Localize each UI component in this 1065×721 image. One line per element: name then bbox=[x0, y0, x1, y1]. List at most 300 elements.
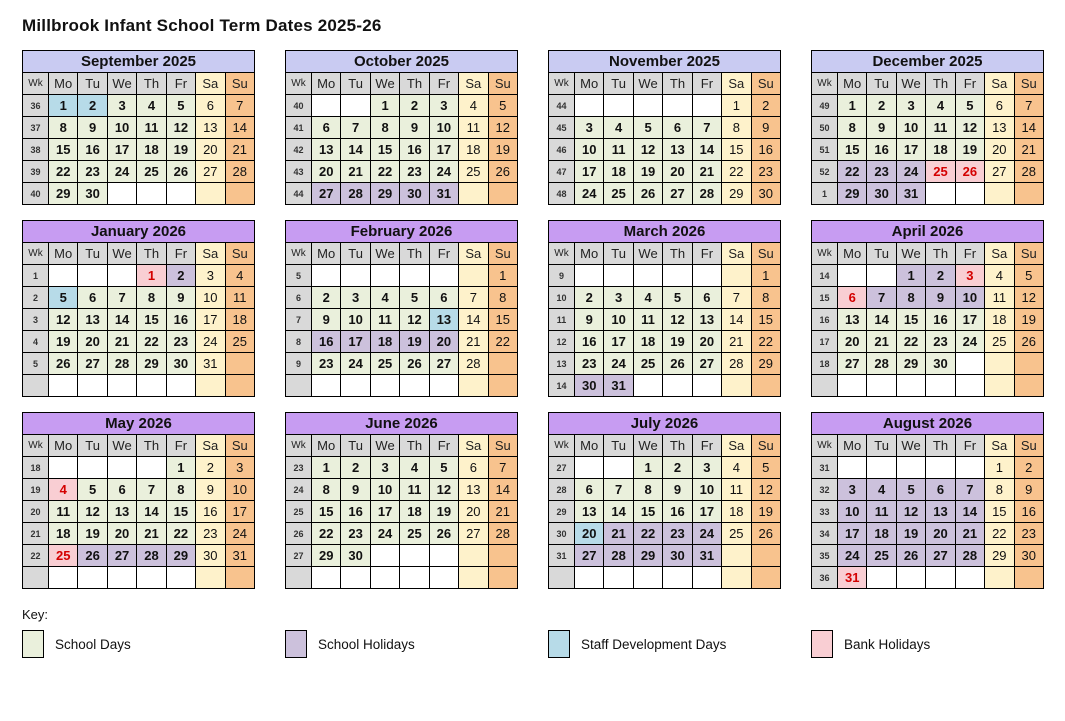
day-cell: 15 bbox=[370, 139, 399, 161]
day-cell: 18 bbox=[926, 139, 955, 161]
day-cell bbox=[838, 375, 867, 397]
day-cell: 10 bbox=[429, 117, 458, 139]
day-cell: 18 bbox=[49, 523, 78, 545]
col-header-su: Su bbox=[1014, 243, 1043, 265]
week-number: 10 bbox=[549, 287, 575, 309]
week-number bbox=[812, 375, 838, 397]
day-cell: 23 bbox=[400, 161, 429, 183]
col-header-su: Su bbox=[225, 73, 254, 95]
week-number: 24 bbox=[286, 479, 312, 501]
day-cell: 29 bbox=[722, 183, 751, 205]
day-cell bbox=[488, 545, 517, 567]
day-cell: 6 bbox=[312, 117, 341, 139]
day-cell: 5 bbox=[166, 95, 195, 117]
day-cell bbox=[312, 375, 341, 397]
col-header-su: Su bbox=[225, 435, 254, 457]
day-cell bbox=[370, 375, 399, 397]
day-cell: 24 bbox=[604, 353, 633, 375]
day-cell bbox=[692, 567, 721, 589]
day-cell: 24 bbox=[838, 545, 867, 567]
day-cell: 30 bbox=[575, 375, 604, 397]
day-cell: 5 bbox=[78, 479, 107, 501]
day-cell: 19 bbox=[896, 523, 925, 545]
day-cell: 20 bbox=[663, 161, 692, 183]
day-cell bbox=[692, 375, 721, 397]
calendar-june-2026 bbox=[285, 412, 518, 589]
day-cell: 23 bbox=[1014, 523, 1043, 545]
day-cell: 17 bbox=[196, 309, 225, 331]
day-cell bbox=[49, 265, 78, 287]
day-cell: 18 bbox=[867, 523, 896, 545]
day-cell: 4 bbox=[459, 95, 488, 117]
day-cell: 13 bbox=[926, 501, 955, 523]
col-header-su: Su bbox=[225, 243, 254, 265]
col-header-wk: Wk bbox=[549, 435, 575, 457]
day-cell: 28 bbox=[225, 161, 254, 183]
day-cell: 21 bbox=[107, 331, 136, 353]
day-cell: 27 bbox=[985, 161, 1014, 183]
day-cell: 9 bbox=[663, 479, 692, 501]
day-cell: 9 bbox=[166, 287, 195, 309]
day-cell: 12 bbox=[78, 501, 107, 523]
day-cell: 29 bbox=[633, 545, 662, 567]
day-cell: 11 bbox=[370, 309, 399, 331]
day-cell bbox=[663, 265, 692, 287]
col-header-wk: Wk bbox=[812, 73, 838, 95]
day-cell: 3 bbox=[196, 265, 225, 287]
day-cell: 1 bbox=[166, 457, 195, 479]
day-cell: 16 bbox=[78, 139, 107, 161]
day-cell: 11 bbox=[137, 117, 166, 139]
day-cell: 9 bbox=[341, 479, 370, 501]
day-cell: 25 bbox=[49, 545, 78, 567]
day-cell: 1 bbox=[49, 95, 78, 117]
day-cell: 22 bbox=[896, 331, 925, 353]
week-number: 27 bbox=[549, 457, 575, 479]
col-header-th: Th bbox=[926, 73, 955, 95]
col-header-su: Su bbox=[1014, 73, 1043, 95]
month-title: February 2026 bbox=[286, 221, 518, 243]
week-number: 3 bbox=[23, 309, 49, 331]
day-cell bbox=[985, 375, 1014, 397]
day-cell: 21 bbox=[137, 523, 166, 545]
col-header-sa: Sa bbox=[985, 243, 1014, 265]
day-cell: 31 bbox=[225, 545, 254, 567]
day-cell bbox=[341, 95, 370, 117]
month-title: January 2026 bbox=[23, 221, 255, 243]
col-header-sa: Sa bbox=[722, 435, 751, 457]
week-number: 32 bbox=[812, 479, 838, 501]
col-header-tu: Tu bbox=[78, 73, 107, 95]
calendar-may-2026 bbox=[22, 412, 255, 589]
day-cell: 11 bbox=[49, 501, 78, 523]
day-cell: 27 bbox=[692, 353, 721, 375]
day-cell bbox=[575, 457, 604, 479]
day-cell: 9 bbox=[751, 117, 780, 139]
day-cell: 24 bbox=[341, 353, 370, 375]
day-cell: 16 bbox=[166, 309, 195, 331]
col-header-mo: Mo bbox=[312, 243, 341, 265]
day-cell: 14 bbox=[1014, 117, 1043, 139]
day-cell: 17 bbox=[575, 161, 604, 183]
day-cell: 12 bbox=[166, 117, 195, 139]
day-cell: 25 bbox=[633, 353, 662, 375]
day-cell: 22 bbox=[722, 161, 751, 183]
week-number: 23 bbox=[286, 457, 312, 479]
day-cell: 13 bbox=[692, 309, 721, 331]
day-cell bbox=[926, 457, 955, 479]
day-cell: 25 bbox=[722, 523, 751, 545]
day-cell: 25 bbox=[400, 523, 429, 545]
key-swatch-icon bbox=[285, 630, 307, 658]
day-cell: 27 bbox=[429, 353, 458, 375]
day-cell: 18 bbox=[225, 309, 254, 331]
week-number: 7 bbox=[286, 309, 312, 331]
day-cell: 29 bbox=[166, 545, 195, 567]
week-number: 5 bbox=[23, 353, 49, 375]
day-cell: 3 bbox=[370, 457, 399, 479]
day-cell bbox=[896, 375, 925, 397]
week-number: 47 bbox=[549, 161, 575, 183]
month-title: August 2026 bbox=[812, 413, 1044, 435]
col-header-sa: Sa bbox=[196, 435, 225, 457]
day-cell: 19 bbox=[751, 501, 780, 523]
day-cell: 21 bbox=[341, 161, 370, 183]
day-cell bbox=[692, 265, 721, 287]
day-cell: 4 bbox=[49, 479, 78, 501]
key-section bbox=[22, 607, 1065, 658]
day-cell: 17 bbox=[429, 139, 458, 161]
day-cell: 29 bbox=[137, 353, 166, 375]
col-header-mo: Mo bbox=[838, 243, 867, 265]
month-title: December 2025 bbox=[812, 51, 1044, 73]
day-cell: 27 bbox=[107, 545, 136, 567]
day-cell: 22 bbox=[137, 331, 166, 353]
day-cell bbox=[370, 265, 399, 287]
day-cell: 21 bbox=[867, 331, 896, 353]
day-cell bbox=[137, 183, 166, 205]
week-number: 44 bbox=[286, 183, 312, 205]
day-cell: 24 bbox=[692, 523, 721, 545]
col-header-mo: Mo bbox=[575, 243, 604, 265]
day-cell: 23 bbox=[196, 523, 225, 545]
day-cell: 9 bbox=[867, 117, 896, 139]
day-cell bbox=[166, 183, 195, 205]
day-cell: 25 bbox=[926, 161, 955, 183]
day-cell: 12 bbox=[488, 117, 517, 139]
day-cell: 8 bbox=[137, 287, 166, 309]
day-cell: 16 bbox=[751, 139, 780, 161]
day-cell bbox=[722, 265, 751, 287]
day-cell: 7 bbox=[955, 479, 984, 501]
col-header-we: We bbox=[633, 73, 662, 95]
day-cell: 14 bbox=[341, 139, 370, 161]
week-number bbox=[286, 375, 312, 397]
day-cell bbox=[838, 457, 867, 479]
day-cell: 13 bbox=[196, 117, 225, 139]
day-cell: 25 bbox=[867, 545, 896, 567]
week-number bbox=[549, 567, 575, 589]
day-cell: 1 bbox=[312, 457, 341, 479]
day-cell: 20 bbox=[429, 331, 458, 353]
col-header-mo: Mo bbox=[575, 435, 604, 457]
day-cell: 24 bbox=[196, 331, 225, 353]
day-cell: 20 bbox=[692, 331, 721, 353]
day-cell: 13 bbox=[575, 501, 604, 523]
week-number: 9 bbox=[549, 265, 575, 287]
col-header-tu: Tu bbox=[341, 435, 370, 457]
day-cell: 10 bbox=[955, 287, 984, 309]
col-header-th: Th bbox=[400, 73, 429, 95]
day-cell: 4 bbox=[722, 457, 751, 479]
day-cell: 4 bbox=[604, 117, 633, 139]
day-cell bbox=[312, 567, 341, 589]
day-cell bbox=[926, 375, 955, 397]
day-cell: 15 bbox=[312, 501, 341, 523]
week-number: 13 bbox=[549, 353, 575, 375]
day-cell: 14 bbox=[955, 501, 984, 523]
week-number: 37 bbox=[23, 117, 49, 139]
day-cell: 17 bbox=[838, 523, 867, 545]
day-cell: 21 bbox=[225, 139, 254, 161]
day-cell: 19 bbox=[1014, 309, 1043, 331]
day-cell: 6 bbox=[838, 287, 867, 309]
col-header-we: We bbox=[370, 243, 399, 265]
day-cell: 19 bbox=[488, 139, 517, 161]
col-header-su: Su bbox=[488, 435, 517, 457]
calendar-march-2026 bbox=[548, 220, 781, 397]
day-cell: 14 bbox=[137, 501, 166, 523]
day-cell: 4 bbox=[926, 95, 955, 117]
col-header-fr: Fr bbox=[166, 435, 195, 457]
day-cell: 5 bbox=[663, 287, 692, 309]
day-cell: 20 bbox=[985, 139, 1014, 161]
day-cell: 14 bbox=[722, 309, 751, 331]
day-cell: 15 bbox=[633, 501, 662, 523]
day-cell: 24 bbox=[429, 161, 458, 183]
day-cell bbox=[722, 545, 751, 567]
day-cell bbox=[196, 183, 225, 205]
day-cell: 28 bbox=[459, 353, 488, 375]
day-cell: 23 bbox=[166, 331, 195, 353]
day-cell: 24 bbox=[225, 523, 254, 545]
day-cell bbox=[488, 183, 517, 205]
week-number: 5 bbox=[286, 265, 312, 287]
day-cell: 22 bbox=[838, 161, 867, 183]
day-cell: 11 bbox=[604, 139, 633, 161]
day-cell bbox=[459, 183, 488, 205]
week-number: 50 bbox=[812, 117, 838, 139]
day-cell: 29 bbox=[751, 353, 780, 375]
day-cell bbox=[341, 265, 370, 287]
week-number: 20 bbox=[23, 501, 49, 523]
day-cell: 19 bbox=[166, 139, 195, 161]
day-cell: 20 bbox=[575, 523, 604, 545]
col-header-mo: Mo bbox=[575, 73, 604, 95]
day-cell: 30 bbox=[78, 183, 107, 205]
day-cell bbox=[633, 567, 662, 589]
day-cell: 18 bbox=[370, 331, 399, 353]
month-title: September 2025 bbox=[23, 51, 255, 73]
day-cell: 9 bbox=[312, 309, 341, 331]
week-number: 43 bbox=[286, 161, 312, 183]
day-cell: 28 bbox=[955, 545, 984, 567]
day-cell: 5 bbox=[955, 95, 984, 117]
col-header-we: We bbox=[107, 243, 136, 265]
day-cell: 17 bbox=[955, 309, 984, 331]
day-cell: 5 bbox=[488, 95, 517, 117]
day-cell bbox=[400, 375, 429, 397]
day-cell: 25 bbox=[459, 161, 488, 183]
col-header-mo: Mo bbox=[49, 243, 78, 265]
col-header-sa: Sa bbox=[722, 243, 751, 265]
week-number: 38 bbox=[23, 139, 49, 161]
day-cell: 29 bbox=[985, 545, 1014, 567]
day-cell bbox=[429, 375, 458, 397]
day-cell: 23 bbox=[926, 331, 955, 353]
day-cell bbox=[225, 567, 254, 589]
week-number: 40 bbox=[23, 183, 49, 205]
day-cell: 10 bbox=[196, 287, 225, 309]
day-cell: 4 bbox=[633, 287, 662, 309]
col-header-wk: Wk bbox=[812, 243, 838, 265]
day-cell: 9 bbox=[196, 479, 225, 501]
col-header-th: Th bbox=[663, 243, 692, 265]
day-cell: 2 bbox=[663, 457, 692, 479]
day-cell: 22 bbox=[985, 523, 1014, 545]
day-cell: 24 bbox=[575, 183, 604, 205]
col-header-wk: Wk bbox=[549, 243, 575, 265]
day-cell: 18 bbox=[400, 501, 429, 523]
day-cell: 29 bbox=[838, 183, 867, 205]
day-cell: 11 bbox=[633, 309, 662, 331]
day-cell: 2 bbox=[312, 287, 341, 309]
day-cell bbox=[429, 265, 458, 287]
day-cell: 14 bbox=[867, 309, 896, 331]
col-header-th: Th bbox=[663, 73, 692, 95]
week-number: 22 bbox=[23, 545, 49, 567]
day-cell: 2 bbox=[196, 457, 225, 479]
key-item-school-holidays bbox=[285, 630, 518, 658]
day-cell: 17 bbox=[225, 501, 254, 523]
day-cell: 26 bbox=[49, 353, 78, 375]
day-cell: 5 bbox=[896, 479, 925, 501]
day-cell: 10 bbox=[604, 309, 633, 331]
day-cell: 3 bbox=[692, 457, 721, 479]
day-cell bbox=[166, 567, 195, 589]
col-header-wk: Wk bbox=[23, 73, 49, 95]
week-number: 33 bbox=[812, 501, 838, 523]
day-cell bbox=[488, 567, 517, 589]
col-header-sa: Sa bbox=[196, 73, 225, 95]
day-cell: 24 bbox=[896, 161, 925, 183]
week-number: 16 bbox=[812, 309, 838, 331]
col-header-mo: Mo bbox=[838, 73, 867, 95]
day-cell: 14 bbox=[488, 479, 517, 501]
day-cell: 6 bbox=[196, 95, 225, 117]
day-cell: 14 bbox=[604, 501, 633, 523]
day-cell: 8 bbox=[49, 117, 78, 139]
col-header-we: We bbox=[896, 73, 925, 95]
day-cell: 19 bbox=[633, 161, 662, 183]
key-swatch-icon bbox=[811, 630, 833, 658]
day-cell: 8 bbox=[488, 287, 517, 309]
day-cell: 3 bbox=[604, 287, 633, 309]
day-cell: 25 bbox=[225, 331, 254, 353]
day-cell bbox=[985, 567, 1014, 589]
week-number: 2 bbox=[23, 287, 49, 309]
day-cell: 11 bbox=[722, 479, 751, 501]
day-cell: 11 bbox=[459, 117, 488, 139]
col-header-tu: Tu bbox=[867, 73, 896, 95]
day-cell: 8 bbox=[838, 117, 867, 139]
day-cell: 1 bbox=[137, 265, 166, 287]
key-swatch-icon bbox=[548, 630, 570, 658]
col-header-mo: Mo bbox=[49, 73, 78, 95]
day-cell: 31 bbox=[838, 567, 867, 589]
day-cell: 17 bbox=[604, 331, 633, 353]
day-cell: 7 bbox=[604, 479, 633, 501]
day-cell: 13 bbox=[429, 309, 458, 331]
day-cell bbox=[838, 265, 867, 287]
day-cell: 25 bbox=[137, 161, 166, 183]
day-cell bbox=[926, 567, 955, 589]
day-cell: 8 bbox=[166, 479, 195, 501]
week-number: 6 bbox=[286, 287, 312, 309]
day-cell: 15 bbox=[751, 309, 780, 331]
day-cell: 10 bbox=[341, 309, 370, 331]
day-cell: 20 bbox=[107, 523, 136, 545]
day-cell: 1 bbox=[370, 95, 399, 117]
col-header-th: Th bbox=[926, 435, 955, 457]
day-cell: 16 bbox=[926, 309, 955, 331]
day-cell: 26 bbox=[1014, 331, 1043, 353]
day-cell: 9 bbox=[400, 117, 429, 139]
day-cell: 7 bbox=[225, 95, 254, 117]
day-cell: 23 bbox=[867, 161, 896, 183]
day-cell: 21 bbox=[722, 331, 751, 353]
col-header-th: Th bbox=[663, 435, 692, 457]
day-cell: 31 bbox=[896, 183, 925, 205]
day-cell: 10 bbox=[896, 117, 925, 139]
day-cell: 26 bbox=[488, 161, 517, 183]
day-cell: 7 bbox=[692, 117, 721, 139]
day-cell bbox=[633, 265, 662, 287]
col-header-tu: Tu bbox=[78, 243, 107, 265]
day-cell: 6 bbox=[985, 95, 1014, 117]
col-header-wk: Wk bbox=[286, 73, 312, 95]
col-header-fr: Fr bbox=[429, 435, 458, 457]
day-cell: 2 bbox=[166, 265, 195, 287]
day-cell: 29 bbox=[312, 545, 341, 567]
day-cell bbox=[663, 95, 692, 117]
day-cell bbox=[459, 265, 488, 287]
day-cell: 2 bbox=[1014, 457, 1043, 479]
day-cell bbox=[78, 457, 107, 479]
day-cell: 8 bbox=[896, 287, 925, 309]
day-cell bbox=[751, 375, 780, 397]
day-cell: 27 bbox=[926, 545, 955, 567]
week-number: 4 bbox=[23, 331, 49, 353]
day-cell bbox=[604, 457, 633, 479]
day-cell: 12 bbox=[955, 117, 984, 139]
day-cell: 6 bbox=[575, 479, 604, 501]
key-item-bank-holidays bbox=[811, 630, 1044, 658]
day-cell: 28 bbox=[867, 353, 896, 375]
day-cell: 13 bbox=[312, 139, 341, 161]
day-cell: 23 bbox=[341, 523, 370, 545]
day-cell: 28 bbox=[604, 545, 633, 567]
